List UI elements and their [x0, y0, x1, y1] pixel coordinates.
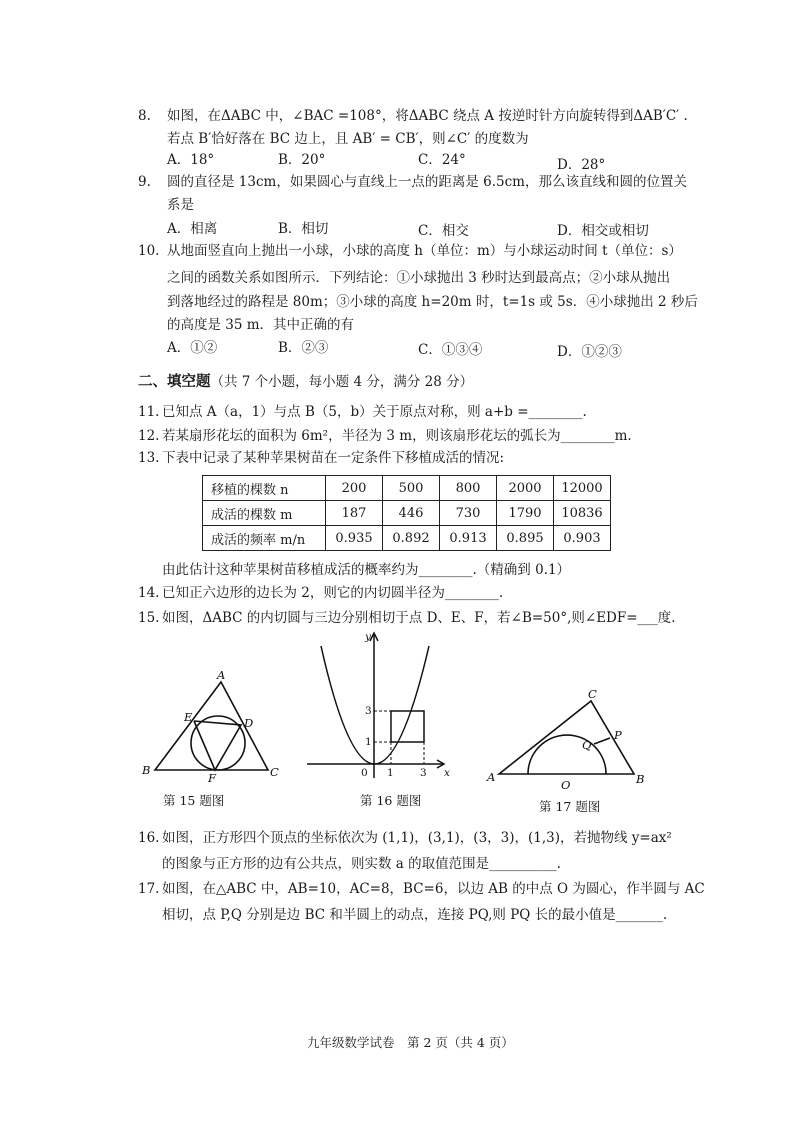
q16-text-line2: 的图象与正方形的边有公共点，则实数 a 的取值范围是__________. [162, 856, 561, 872]
figure-16-caption: 第 16 题图 [360, 793, 422, 808]
table-cell: 1790 [497, 501, 554, 526]
q10-option-a: A．①② [167, 340, 218, 356]
q17-text-line2: 相切，点 P,Q 分别是边 BC 和半圆上的动点，连接 PQ,则 PQ 长的最小值是_______. [162, 907, 668, 923]
q17-number: 17. [138, 881, 160, 897]
q9-option-c: C．相交 [418, 223, 469, 239]
origin-label: 0 [361, 767, 368, 779]
tick-y1: 1 [365, 736, 372, 748]
table-cell: 0.903 [554, 526, 611, 551]
q9-option-b: B．相切 [278, 221, 329, 237]
label-e: E [184, 710, 193, 724]
table-row [203, 476, 611, 501]
page-footer: 九年级数学试卷 第 2 页（共 4 页） [307, 1035, 514, 1050]
q9-option-a: A．相离 [167, 221, 218, 237]
q10-option-c: C．①③④ [418, 342, 483, 358]
q16-text-line1: 如图，正方形四个顶点的坐标依次为 (1,1)，(3,1)，(3，3)，(1,3)，若抛物线 y=ax² [162, 830, 672, 846]
q11-text: 已知点 A（a，1）与点 B（5，b）关于原点对称，则 a+b =________. [162, 404, 587, 420]
q13-text: 下表中记录了某种苹果树苗在一定条件下移植成活的情况: [162, 450, 505, 466]
q13-after-text: 由此估计这种苹果树苗移植成活的概率约为________.（精确到 0.1） [162, 562, 571, 578]
table-row-label: 成活的频率 m/n [203, 526, 326, 551]
q8-option-c: C．24° [418, 152, 466, 168]
q11-number: 11. [138, 404, 160, 420]
label-d: D [244, 716, 254, 730]
q17-text-line1: 如图，在△ABC 中，AB=10，AC=8，BC=6，以边 AB 的中点 O 为圆心，作半圆与 AC [162, 881, 705, 897]
table-cell: 0.892 [383, 526, 440, 551]
axis-label-x: x [444, 767, 450, 779]
q9-option-d: D．相交或相切 [557, 223, 649, 239]
table-cell: 446 [383, 501, 440, 526]
label-a: A [217, 668, 226, 682]
table-cell: 12000 [554, 476, 611, 501]
figure-17-caption: 第 17 题图 [539, 799, 601, 814]
figure-15 [140, 670, 290, 788]
q10-option-d: D．①②③ [557, 344, 622, 360]
q10-text-line3: 到落地经过的路程是 80m；③小球的高度 h=20m 时，t=1s 或 5s．④小球抛出 2 秒后 [167, 294, 698, 310]
q10-option-b: B．②③ [278, 340, 329, 356]
table-cell: 800 [440, 476, 497, 501]
table-row [203, 526, 611, 551]
q13-number: 13. [138, 450, 160, 466]
q10-text-line4: 的高度是 35 m．其中正确的有 [167, 317, 355, 333]
section-title: 二、填空题 [138, 373, 211, 390]
q9-text-line1: 圆的直径是 13cm，如果圆心与直线上一点的距离是 6.5cm，那么该直线和圆的位置关 [167, 174, 687, 190]
figure-17 [484, 684, 644, 794]
triangle-def [194, 721, 241, 770]
q10-text-line2: 之间的函数关系如图所示．下列结论：①小球抛出 3 秒时达到最高点；②小球从抛出 [167, 270, 671, 286]
label-o: O [561, 778, 571, 792]
label-c: C [588, 687, 597, 701]
q16-number: 16. [138, 830, 160, 846]
tick-y3: 3 [365, 705, 372, 717]
q8-option-a: A．18° [167, 152, 215, 168]
q12-text: 若某扇形花坛的面积为 6m²，半径为 3 m，则该扇形花坛的弧长为________m. [162, 428, 632, 444]
table-cell: 0.935 [326, 526, 383, 551]
label-q: Q [582, 738, 592, 752]
section-heading [138, 370, 473, 391]
q15-text: 如图，ΔABC 的内切圆与三边分别相切于点 D、E、F，若∠B=50°,则∠EDF=___度. [162, 610, 676, 626]
q14-number: 14. [138, 585, 160, 601]
q12-number: 12. [138, 428, 160, 444]
table-cell: 2000 [497, 476, 554, 501]
table-cell: 730 [440, 501, 497, 526]
label-b: B [142, 763, 151, 777]
survival-table [202, 475, 611, 551]
label-b: B [636, 772, 645, 786]
q14-text: 已知正六边形的边长为 2，则它的内切圆半径为________. [162, 585, 504, 601]
table-cell: 500 [383, 476, 440, 501]
tick-x3: 3 [420, 767, 427, 779]
section-note: （共 7 个小题，每小题 4 分，满分 28 分） [210, 374, 474, 390]
table-row [203, 501, 611, 526]
q9-number: 9. [138, 174, 151, 190]
table-cell: 0.913 [440, 526, 497, 551]
table-cell: 200 [326, 476, 383, 501]
table-row-label: 移植的棵数 n [203, 476, 326, 501]
q8-option-b: B．20° [278, 152, 326, 168]
label-c: C [270, 765, 279, 779]
label-f: F [208, 771, 216, 785]
label-p: P [614, 728, 622, 742]
q8-number: 8. [138, 108, 151, 124]
square [391, 711, 424, 742]
table-cell: 187 [326, 501, 383, 526]
q15-number: 15. [138, 610, 160, 626]
q8-option-d: D．28° [557, 157, 606, 173]
q10-number: 10. [138, 243, 160, 259]
q8-text-line2: 若点 B′恰好落在 BC 边上，且 AB′ = CB′，则∠C′ 的度数为 [167, 131, 529, 147]
q9-text-line2: 系是 [167, 197, 194, 213]
table-cell: 0.895 [497, 526, 554, 551]
table-row-label: 成活的棵数 m [203, 501, 326, 526]
figure-15-caption: 第 15 题图 [163, 793, 225, 808]
q8-text-line1: 如图，在ΔABC 中，∠BAC =108°，将ΔABC 绕点 A 按逆时针方向旋转得到ΔAB′C′ . [167, 108, 688, 124]
parabola [321, 646, 429, 764]
label-a: A [487, 770, 496, 784]
axis-label-y: y [365, 631, 371, 643]
tick-x1: 1 [387, 767, 394, 779]
table-cell: 10836 [554, 501, 611, 526]
segment-pq [594, 738, 610, 744]
q10-text-line1: 从地面竖直向上抛出一小球，小球的高度 h（单位：m）与小球运动时间 t（单位：s） [167, 243, 682, 259]
figure-16 [303, 628, 453, 783]
